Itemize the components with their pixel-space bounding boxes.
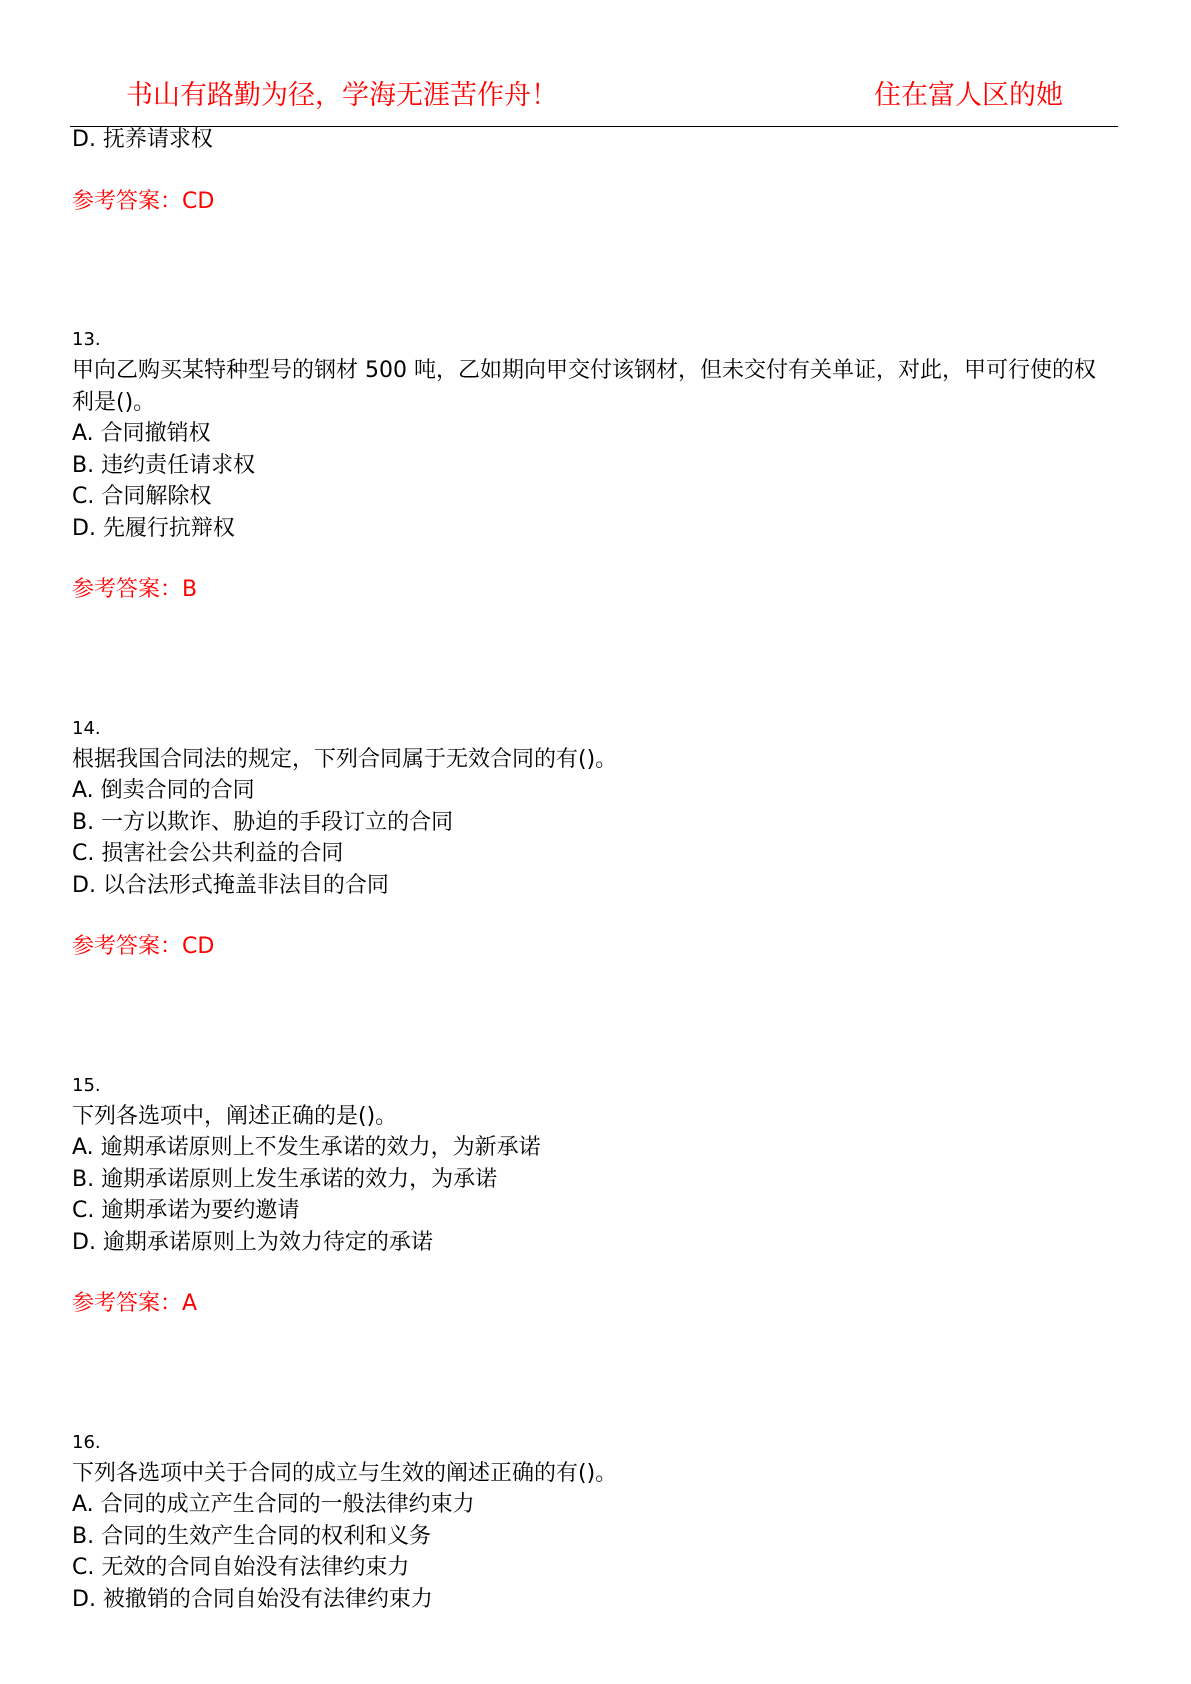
- question-number: 13.: [72, 329, 101, 350]
- header-motto: 书山有路勤为径，学海无涯苦作舟！: [126, 80, 558, 111]
- answer-key: 参考答案：CD: [72, 934, 215, 959]
- question-text: 下列各选项中关于合同的成立与生效的阐述正确的有()。: [72, 1460, 618, 1486]
- option-b: B. 违约责任请求权: [72, 452, 256, 478]
- question-number: 14.: [72, 717, 101, 739]
- option-d: D. 以合法形式掩盖非法目的合同: [72, 872, 389, 898]
- question-14: [72, 714, 1122, 963]
- answer-key: 参考答案：B: [72, 577, 198, 602]
- option-c: C. 合同解除权: [72, 484, 212, 509]
- option-d: D. 逾期承诺原则上为效力待定的承诺: [72, 1229, 433, 1255]
- option-b: B. 一方以欺诈、胁迫的手段订立的合同: [72, 809, 454, 835]
- option-a: A. 合同的成立产生合同的一般法律约束力: [72, 1492, 475, 1517]
- spacer: [72, 217, 1122, 325]
- question-15: [72, 1071, 1122, 1320]
- option-c: C. 损害社会公共利益的合同: [72, 841, 344, 866]
- question-text: 甲向乙购买某特种型号的钢材 500 吨，乙如期向甲交付该钢材，但未交付有关单证，对此，甲可行使的权利是()。: [72, 358, 1096, 415]
- spacer: [72, 963, 1122, 1071]
- option-d: D. 被撤销的合同自始没有法律约束力: [72, 1586, 433, 1612]
- question-text: 下列各选项中，阐述正确的是()。: [72, 1103, 398, 1129]
- document-body: [72, 124, 1122, 1615]
- option-b: B. 合同的生效产生合同的权利和义务: [72, 1523, 432, 1549]
- option-a: A. 倒卖合同的合同: [72, 778, 255, 803]
- previous-question-tail: [72, 124, 1122, 217]
- page-header: [70, 72, 1118, 127]
- question-13: [72, 325, 1122, 606]
- question-number: 15.: [72, 1074, 101, 1096]
- question-text: 根据我国合同法的规定，下列合同属于无效合同的有()。: [72, 746, 618, 772]
- option-d: D. 先履行抗辩权: [72, 515, 235, 541]
- answer-key: 参考答案：CD: [72, 188, 215, 214]
- spacer: [72, 606, 1122, 714]
- option-b: B. 逾期承诺原则上发生承诺的效力，为承诺: [72, 1166, 498, 1192]
- header-author: 住在富人区的她: [874, 80, 1063, 111]
- answer-key: 参考答案：A: [72, 1291, 198, 1316]
- option-c: C. 无效的合同自始没有法律约束力: [72, 1555, 410, 1580]
- spacer: [72, 1320, 1122, 1428]
- option-a: A. 逾期承诺原则上不发生承诺的效力，为新承诺: [72, 1135, 541, 1160]
- option-d: D. 抚养请求权: [72, 127, 213, 152]
- question-number: 16.: [72, 1431, 101, 1453]
- option-a: A. 合同撤销权: [72, 421, 211, 446]
- question-16: [72, 1428, 1122, 1616]
- option-c: C. 逾期承诺为要约邀请: [72, 1198, 300, 1223]
